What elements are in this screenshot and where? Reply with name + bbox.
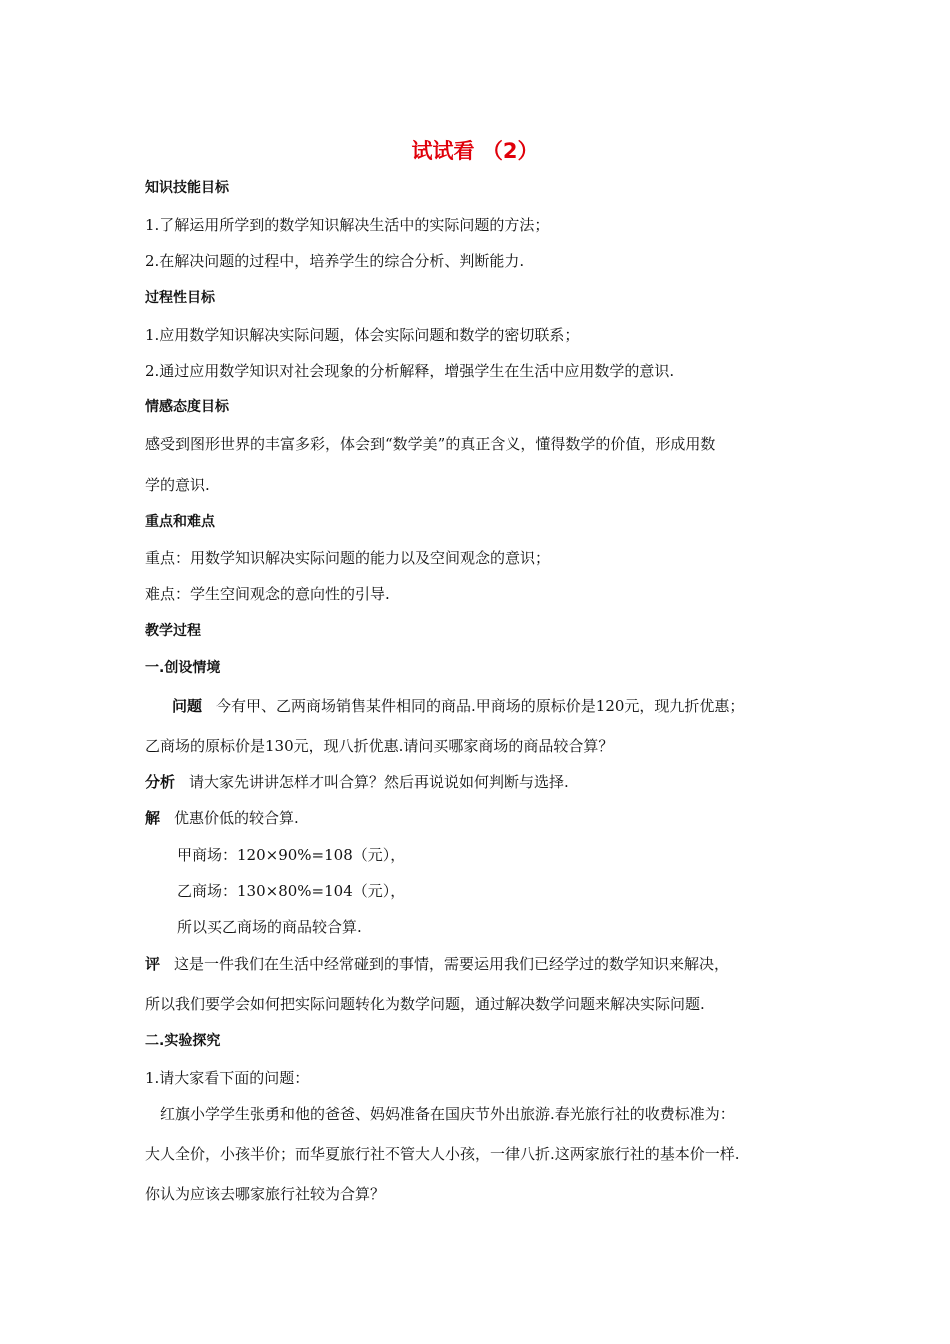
experiment-line-4: 你认为应该去哪家旅行社较为合算？ — [145, 1185, 386, 1203]
solution-label: 解 — [145, 809, 161, 827]
problem-line-2: 乙商场的原标价是130元，现八折优惠.请问买哪家商场的商品较合算？ — [145, 737, 614, 755]
heading-emotion-goals: 情感态度目标 — [145, 399, 229, 415]
experiment-line-3: 大人全价，小孩半价；而华夏旅行社不管大人小孩，一律八折.这两家旅行社的基本价一样. — [145, 1145, 740, 1163]
analysis-line — [145, 772, 569, 792]
key-point: 重点：用数学知识解决实际问题的能力以及空间观念的意识； — [145, 549, 551, 567]
experiment-line-2: 红旗小学学生张勇和他的爸爸、妈妈准备在国庆节外出旅游.春光旅行社的收费标准为： — [160, 1105, 735, 1123]
analysis-text: 请大家先讲讲怎样才叫合算？然后再说说如何判断与选择. — [189, 773, 569, 791]
heading-knowledge-goals: 知识技能目标 — [145, 180, 229, 196]
solution-line-4: 所以买乙商场的商品较合算. — [177, 918, 362, 936]
emotion-line-1: 感受到图形世界的丰富多彩，体会到“数学美”的真正含义，懂得数学的价值，形成用数 — [145, 435, 716, 453]
heading-part-2: 二.实验探究 — [145, 1033, 221, 1049]
comment-text: 这是一件我们在生活中经常碰到的事情，需要运用我们已经学过的数学知识来解决， — [174, 955, 730, 973]
process-item-2: 2.通过应用数学知识对社会现象的分析解释，增强学生在生活中应用数学的意识. — [145, 362, 675, 380]
emotion-line-2: 学的意识. — [145, 476, 210, 494]
knowledge-item-2: 2.在解决问题的过程中，培养学生的综合分析、判断能力. — [145, 252, 525, 270]
page-title: 试试看 （2） — [411, 139, 539, 163]
heading-teaching-process: 教学过程 — [145, 623, 201, 639]
solution-text: 优惠价低的较合算. — [174, 809, 299, 827]
problem-text: 今有甲、乙两商场销售某件相同的商品.甲商场的原标价是120元，现九折优惠； — [216, 697, 745, 715]
heading-process-goals: 过程性目标 — [145, 290, 215, 306]
knowledge-item-1: 1.了解运用所学到的数学知识解决生活中的实际问题的方法； — [145, 216, 550, 234]
solution-line-2: 甲商场：120×90%=108（元）， — [177, 846, 406, 864]
solution-line-3: 乙商场：130×80%=104（元）， — [177, 882, 406, 900]
comment-line-1 — [145, 954, 729, 974]
heading-key-points: 重点和难点 — [145, 514, 215, 530]
experiment-line-1: 1.请大家看下面的问题： — [145, 1069, 310, 1087]
process-item-1: 1.应用数学知识解决实际问题，体会实际问题和数学的密切联系； — [145, 326, 580, 344]
problem-line-1 — [172, 696, 744, 716]
comment-line-2: 所以我们要学会如何把实际问题转化为数学问题，通过解决数学问题来解决实际问题. — [145, 995, 705, 1013]
heading-part-1: 一.创设情境 — [145, 660, 221, 676]
difficult-point: 难点：学生空间观念的意向性的引导. — [145, 585, 390, 603]
problem-label: 问题 — [172, 697, 203, 715]
comment-label: 评 — [145, 955, 161, 973]
analysis-label: 分析 — [145, 773, 176, 791]
solution-line-1 — [145, 808, 299, 828]
